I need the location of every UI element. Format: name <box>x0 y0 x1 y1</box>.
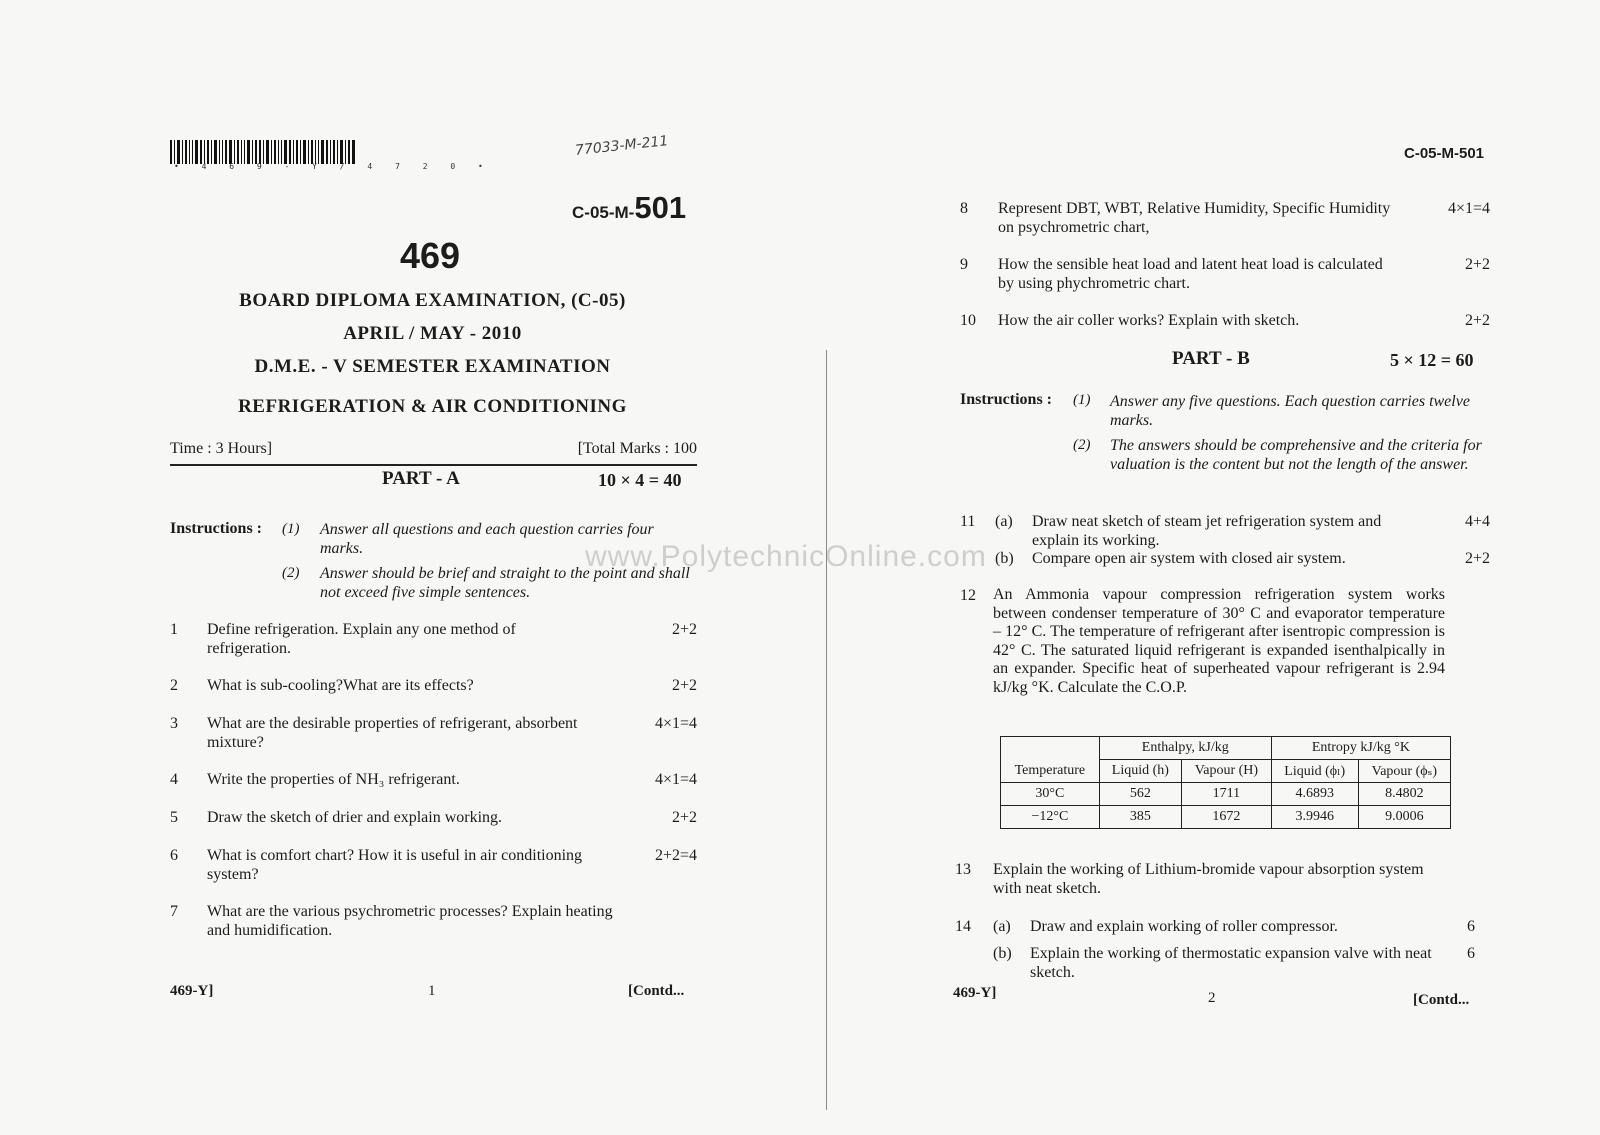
instruction-text: Answer should be brief and straight to the point and shall not exceed five simple sentences. <box>320 565 690 601</box>
paper-number: 469 <box>400 235 461 276</box>
subquestion-text: Draw neat sketch of steam jet refrigeration system and explain its working. <box>1032 513 1382 549</box>
exam-name: D.M.E. - V SEMESTER EXAMINATION <box>254 356 611 377</box>
question-item <box>170 846 697 886</box>
question-text: Write the properties of NH₃ refrigerant. <box>207 771 460 788</box>
exam-session: APRIL / MAY - 2010 <box>343 323 522 344</box>
question-marks: 2+2 <box>1464 312 1490 329</box>
table-row <box>1001 806 1451 829</box>
table-cell: 4.6893 <box>1271 783 1358 806</box>
instruction-text: Answer all questions and each question carries four marks. <box>320 521 654 557</box>
handwritten-note: 77033-M-211 <box>574 133 670 159</box>
question-item <box>960 586 1450 716</box>
table-cell: −12°C <box>1001 806 1100 829</box>
question-item <box>955 917 1475 981</box>
instruction-number: (1) <box>1073 392 1091 408</box>
question-marks: 2+2 <box>671 621 697 638</box>
question-text: Define refrigeration. Explain any one method of refrigeration. <box>207 621 516 657</box>
table-cell: 1711 <box>1181 783 1271 806</box>
question-marks: 4×1=4 <box>654 771 697 788</box>
page-number: 1 <box>428 983 436 999</box>
instruction-number: (2) <box>1073 437 1091 453</box>
subquestion-text: Explain the working of thermostatic expansion valve with neat sketch. <box>1030 945 1432 981</box>
continued-marker: [Contd... <box>1413 992 1470 1008</box>
question-text: How the sensible heat load and latent heat load is calculated by using phychrometric chart. <box>998 256 1383 292</box>
page-fold <box>826 350 827 1110</box>
part-b-marks: 5 × 12 = 60 <box>1390 350 1474 370</box>
question-number: 13 <box>955 861 971 878</box>
question-text: What are the desirable properties of refrigerant, absorbent mixture? <box>207 715 578 751</box>
barcode-digits: • 4 6 9 - Y / 4 7 2 0 • <box>174 162 492 171</box>
table-cell: 3.9946 <box>1271 806 1358 829</box>
question-marks: 2+2 <box>1464 256 1490 273</box>
table-cell: 9.0006 <box>1358 806 1450 829</box>
question-item <box>170 902 697 942</box>
instruction-text: The answers should be comprehensive and the criteria for valuation is the content but not the length of the answer. <box>1110 437 1482 473</box>
table-group-header: Entropy kJ/kg °K <box>1271 737 1450 760</box>
question-number: 7 <box>170 903 178 920</box>
question-text: What is sub-cooling?What are its effects? <box>207 677 474 694</box>
question-number: 8 <box>960 200 968 217</box>
instructions-label: Instructions : <box>170 520 263 537</box>
part-a-marks: 10 × 4 = 40 <box>598 470 682 490</box>
table-header-cell: Liquid (ϕₗ) <box>1271 760 1358 783</box>
time-marks-row <box>170 440 697 458</box>
subquestion-label: (a) <box>995 513 1013 530</box>
question-number: 11 <box>960 513 976 530</box>
question-number: 1 <box>170 621 178 638</box>
question-text: What is comfort chart? How it is useful in air conditioning system? <box>207 847 583 883</box>
subquestion-marks: 2+2 <box>1464 550 1490 567</box>
table-header-cell: Temperature <box>1001 760 1100 783</box>
time-allowed: Time : 3 Hours] <box>170 440 273 457</box>
question-item <box>170 620 697 660</box>
question-item <box>170 770 697 790</box>
table-cell: 30°C <box>1001 783 1100 806</box>
continued-marker: [Contd... <box>628 983 685 999</box>
refrigerant-properties-table <box>1000 736 1451 829</box>
total-marks: [Total Marks : 100 <box>577 440 697 457</box>
table-row <box>1001 783 1451 806</box>
instruction-number: (1) <box>282 521 300 537</box>
question-text: Represent DBT, WBT, Relative Humidity, Specific Humidity on psychrometric chart, <box>998 200 1391 236</box>
subquestion-label: (b) <box>993 945 1012 962</box>
question-item <box>170 676 697 696</box>
part-a-title: PART - A <box>382 468 460 489</box>
paper-code-number: 501 <box>634 190 687 225</box>
table-header-cell: Vapour (ϕₛ) <box>1358 760 1450 783</box>
question-number: 12 <box>960 587 976 604</box>
watermark: www.PolytechnicOnline.com <box>585 540 987 573</box>
table-blank-cell <box>1001 737 1100 760</box>
subquestion-label: (a) <box>993 918 1011 935</box>
question-marks: 2+2=4 <box>654 847 697 864</box>
question-number: 4 <box>170 771 178 788</box>
instruction-number: (2) <box>282 565 300 581</box>
table-cell: 8.4802 <box>1358 783 1450 806</box>
question-item <box>960 199 1490 239</box>
question-item <box>170 808 697 828</box>
question-number: 5 <box>170 809 178 826</box>
table-header-cell: Liquid (h) <box>1099 760 1181 783</box>
question-item <box>955 860 1445 900</box>
subquestion-marks: 4+4 <box>1464 513 1490 530</box>
question-marks: 2+2 <box>671 809 697 826</box>
subquestion-text: Compare open air system with closed air system. <box>1032 550 1346 567</box>
question-item <box>960 311 1490 331</box>
footer-code: 469-Y] <box>170 983 214 999</box>
question-marks: 2+2 <box>671 677 697 694</box>
question-item <box>960 512 1490 572</box>
subquestion-label: (b) <box>995 550 1014 567</box>
instruction-text: Answer any five questions. Each question carries twelve marks. <box>1110 393 1470 429</box>
board-title: BOARD DIPLOMA EXAMINATION, (C-05) <box>239 290 626 311</box>
table-cell: 1672 <box>1181 806 1271 829</box>
question-number: 6 <box>170 847 178 864</box>
question-marks: 4×1=4 <box>1447 200 1490 217</box>
instructions-label: Instructions : <box>960 391 1053 408</box>
question-number: 2 <box>170 677 178 694</box>
subject-title: REFRIGERATION & AIR CONDITIONING <box>238 396 627 417</box>
question-number: 14 <box>955 918 971 935</box>
paper-code <box>572 190 686 226</box>
paper-code-prefix: C-05-M- <box>572 203 635 222</box>
question-marks: 4×1=4 <box>654 715 697 732</box>
table-group-header-row <box>1001 737 1451 760</box>
question-number: 3 <box>170 715 178 732</box>
question-item <box>960 255 1490 295</box>
question-number: 10 <box>960 312 976 329</box>
table-cell: 562 <box>1099 783 1181 806</box>
table-group-header: Enthalpy, kJ/kg <box>1099 737 1271 760</box>
footer-code: 469-Y] <box>953 985 997 1001</box>
table-cell: 385 <box>1099 806 1181 829</box>
question-text: Draw the sketch of drier and explain working. <box>207 809 503 826</box>
question-text: How the air coller works? Explain with sketch. <box>998 312 1300 329</box>
question-text: Explain the working of Lithium-bromide vapour absorption system with neat sketch. <box>993 861 1424 897</box>
question-number: 9 <box>960 256 968 273</box>
paper-code: C-05-M-501 <box>1404 145 1485 162</box>
question-item <box>170 714 697 754</box>
part-b-title: PART - B <box>1172 348 1250 369</box>
subquestion-marks: 6 <box>1467 918 1475 935</box>
page-number: 2 <box>1208 990 1216 1006</box>
subquestion-text: Draw and explain working of roller compressor. <box>1030 918 1338 935</box>
question-text: What are the various psychrometric processes? Explain heating and humidification. <box>207 903 613 939</box>
header-rule <box>170 464 697 466</box>
question-text: An Ammonia vapour compression refrigeration system works between condenser temperature of 30° C and evaporator temperature – 12° C. The temperature of refrigerant after isentropic compression is 42° C. The saturated liquid refrigerant is expanded isenthalpically in an expander. Specific heat of superheated vapour refrigerant is 2.94 kJ/kg °K. Calculate the C.O.P. <box>993 586 1445 696</box>
table-header-cell: Vapour (H) <box>1181 760 1271 783</box>
table-header-row <box>1001 760 1451 783</box>
subquestion-marks: 6 <box>1467 945 1475 962</box>
barcode <box>170 140 420 164</box>
